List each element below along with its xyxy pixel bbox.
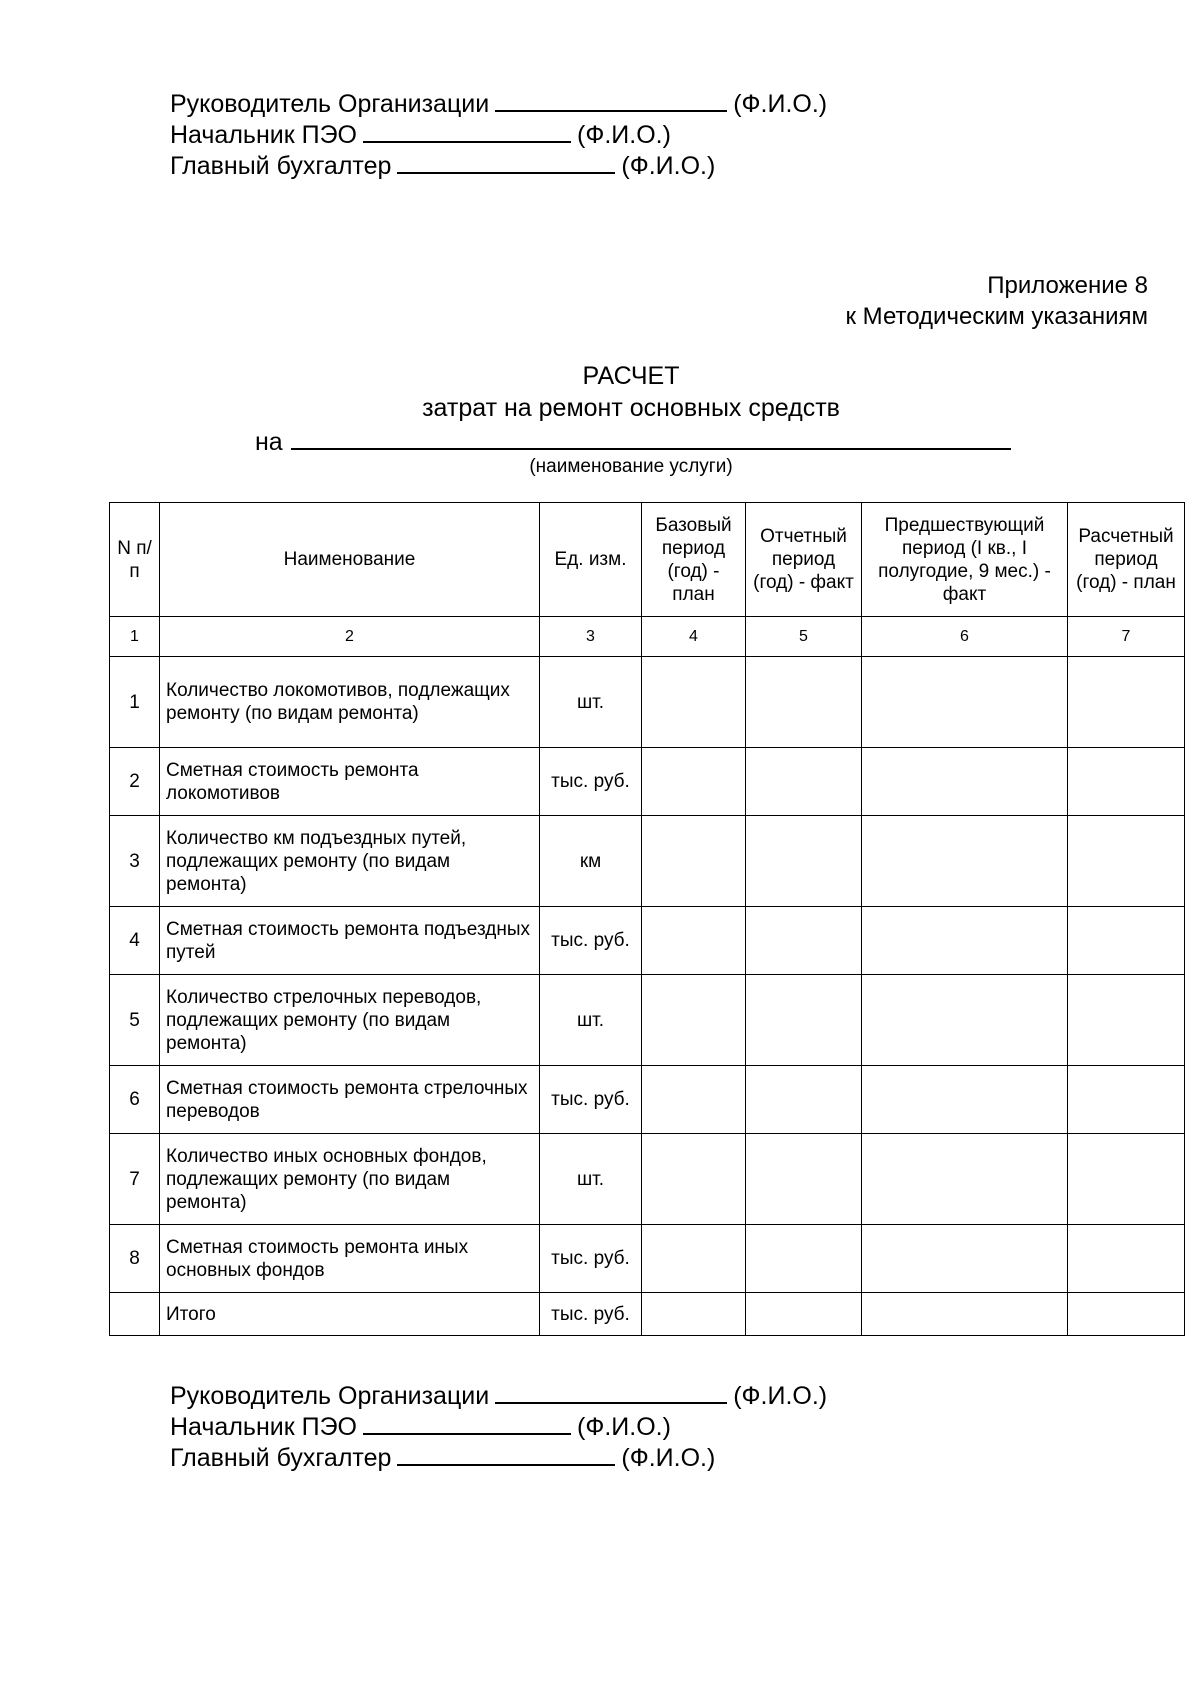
signatures-bottom bbox=[170, 1380, 827, 1473]
row-name: Сметная стоимость ремонта иных основных фондов bbox=[160, 1225, 540, 1293]
column-number: 4 bbox=[642, 617, 746, 657]
signature-line bbox=[495, 88, 727, 112]
value-cell[interactable] bbox=[642, 1066, 746, 1134]
value-cell[interactable] bbox=[746, 816, 862, 907]
signature-peo bbox=[170, 1411, 827, 1442]
value-cell[interactable] bbox=[642, 907, 746, 975]
table-row bbox=[110, 1066, 1185, 1134]
value-cell[interactable] bbox=[746, 1134, 862, 1225]
value-cell[interactable] bbox=[862, 1134, 1068, 1225]
row-unit: тыс. руб. bbox=[540, 1066, 642, 1134]
value-cell[interactable] bbox=[1068, 748, 1185, 816]
value-cell[interactable] bbox=[746, 975, 862, 1066]
document-title: РАСЧЕТ bbox=[582, 362, 680, 390]
appendix-line-2: к Методическим указаниям bbox=[845, 303, 1148, 330]
signature-head-label: Руководитель Организации bbox=[170, 1382, 490, 1410]
signature-line bbox=[363, 119, 571, 143]
row-name: Итого bbox=[160, 1293, 540, 1336]
fio-label: (Ф.И.О.) bbox=[577, 1413, 671, 1441]
value-cell[interactable] bbox=[1068, 1066, 1185, 1134]
column-number: 7 bbox=[1068, 617, 1185, 657]
row-unit: тыс. руб. bbox=[540, 748, 642, 816]
fio-label: (Ф.И.О.) bbox=[577, 121, 671, 149]
value-cell[interactable] bbox=[862, 975, 1068, 1066]
signature-peo bbox=[170, 119, 827, 150]
row-name: Сметная стоимость ремонта локомотивов bbox=[160, 748, 540, 816]
signature-accountant-label: Главный бухгалтер bbox=[170, 1444, 392, 1472]
value-cell[interactable] bbox=[1068, 907, 1185, 975]
header-calc-period: Расчетный период (год) - план bbox=[1068, 503, 1185, 617]
row-number: 4 bbox=[110, 907, 160, 975]
table-row bbox=[110, 1225, 1185, 1293]
signature-accountant-label: Главный бухгалтер bbox=[170, 152, 392, 180]
row-number bbox=[110, 1293, 160, 1336]
signature-peo-label: Начальник ПЭО bbox=[170, 1413, 357, 1441]
value-cell[interactable] bbox=[642, 748, 746, 816]
column-number: 5 bbox=[746, 617, 862, 657]
service-name-row bbox=[255, 424, 1011, 457]
fio-label: (Ф.И.О.) bbox=[733, 90, 828, 118]
document-subtitle: затрат на ремонт основных средств bbox=[422, 394, 840, 422]
row-name: Сметная стоимость ремонта подъездных путей bbox=[160, 907, 540, 975]
value-cell[interactable] bbox=[1068, 1225, 1185, 1293]
column-number: 6 bbox=[862, 617, 1068, 657]
fio-label: (Ф.И.О.) bbox=[733, 1382, 828, 1410]
column-numbers-row bbox=[110, 617, 1185, 657]
table-row bbox=[110, 1134, 1185, 1225]
signature-accountant bbox=[170, 1442, 827, 1473]
table-row-total bbox=[110, 1293, 1185, 1336]
value-cell[interactable] bbox=[862, 1066, 1068, 1134]
header-report-period: Отчетный период (год) - факт bbox=[746, 503, 862, 617]
table-header-row bbox=[110, 503, 1185, 617]
appendix-note bbox=[846, 270, 1148, 332]
row-unit: шт. bbox=[540, 975, 642, 1066]
table-row bbox=[110, 816, 1185, 907]
na-label: на bbox=[255, 428, 283, 456]
row-name: Количество стрелочных переводов, подлежащих ремонту (по видам ремонта) bbox=[160, 975, 540, 1066]
row-number: 8 bbox=[110, 1225, 160, 1293]
value-cell[interactable] bbox=[1068, 657, 1185, 748]
row-number: 3 bbox=[110, 816, 160, 907]
row-name: Количество иных основных фондов, подлежащих ремонту (по видам ремонта) bbox=[160, 1134, 540, 1225]
service-name-caption: (наименование услуги) bbox=[529, 456, 733, 477]
header-base-period: Базовый период (год) - план bbox=[642, 503, 746, 617]
table-row bbox=[110, 657, 1185, 748]
fio-label: (Ф.И.О.) bbox=[621, 152, 716, 180]
row-name: Количество км подъездных путей, подлежащих ремонту (по видам ремонта) bbox=[160, 816, 540, 907]
fio-label: (Ф.И.О.) bbox=[621, 1444, 716, 1472]
column-number: 1 bbox=[110, 617, 160, 657]
value-cell[interactable] bbox=[862, 748, 1068, 816]
signature-head-label: Руководитель Организации bbox=[170, 90, 490, 118]
value-cell[interactable] bbox=[746, 657, 862, 748]
appendix-line-1: Приложение 8 bbox=[987, 272, 1148, 299]
value-cell[interactable] bbox=[746, 1293, 862, 1336]
row-number: 1 bbox=[110, 657, 160, 748]
value-cell[interactable] bbox=[642, 816, 746, 907]
value-cell[interactable] bbox=[1068, 975, 1185, 1066]
column-number: 2 bbox=[160, 617, 540, 657]
row-number: 5 bbox=[110, 975, 160, 1066]
signature-line bbox=[397, 150, 615, 174]
value-cell[interactable] bbox=[746, 1225, 862, 1293]
row-name: Сметная стоимость ремонта стрелочных переводов bbox=[160, 1066, 540, 1134]
header-unit: Ед. изм. bbox=[540, 503, 642, 617]
value-cell[interactable] bbox=[1068, 1293, 1185, 1336]
row-number: 7 bbox=[110, 1134, 160, 1225]
value-cell[interactable] bbox=[862, 1225, 1068, 1293]
value-cell[interactable] bbox=[642, 1225, 746, 1293]
row-unit: тыс. руб. bbox=[540, 1225, 642, 1293]
value-cell[interactable] bbox=[862, 907, 1068, 975]
table-row bbox=[110, 975, 1185, 1066]
table-row bbox=[110, 907, 1185, 975]
table-row bbox=[110, 748, 1185, 816]
signature-line bbox=[397, 1442, 615, 1466]
signature-head bbox=[170, 88, 827, 119]
column-number: 3 bbox=[540, 617, 642, 657]
value-cell[interactable] bbox=[642, 1293, 746, 1336]
value-cell[interactable] bbox=[1068, 1134, 1185, 1225]
row-unit: тыс. руб. bbox=[540, 907, 642, 975]
calculation-table bbox=[109, 502, 1185, 1336]
header-number: N п/п bbox=[110, 503, 160, 617]
signature-line bbox=[495, 1380, 727, 1404]
row-unit: шт. bbox=[540, 1134, 642, 1225]
service-name-line bbox=[291, 424, 1011, 450]
value-cell[interactable] bbox=[1068, 816, 1185, 907]
value-cell[interactable] bbox=[862, 657, 1068, 748]
row-unit: тыс. руб. bbox=[540, 1293, 642, 1336]
row-unit: км bbox=[540, 816, 642, 907]
header-previous-period: Предшествующий период (I кв., I полугодие, 9 мес.) - факт bbox=[862, 503, 1068, 617]
row-name: Количество локомотивов, подлежащих ремонту (по видам ремонта) bbox=[160, 657, 540, 748]
value-cell[interactable] bbox=[746, 748, 862, 816]
row-number: 6 bbox=[110, 1066, 160, 1134]
header-name: Наименование bbox=[160, 503, 540, 617]
value-cell[interactable] bbox=[642, 657, 746, 748]
signature-accountant bbox=[170, 150, 827, 181]
signature-head bbox=[170, 1380, 827, 1411]
signature-line bbox=[363, 1411, 571, 1435]
value-cell[interactable] bbox=[642, 1134, 746, 1225]
value-cell[interactable] bbox=[862, 816, 1068, 907]
value-cell[interactable] bbox=[862, 1293, 1068, 1336]
row-number: 2 bbox=[110, 748, 160, 816]
value-cell[interactable] bbox=[746, 1066, 862, 1134]
value-cell[interactable] bbox=[746, 907, 862, 975]
row-unit: шт. bbox=[540, 657, 642, 748]
value-cell[interactable] bbox=[642, 975, 746, 1066]
signatures-top bbox=[170, 88, 827, 181]
signature-peo-label: Начальник ПЭО bbox=[170, 121, 357, 149]
